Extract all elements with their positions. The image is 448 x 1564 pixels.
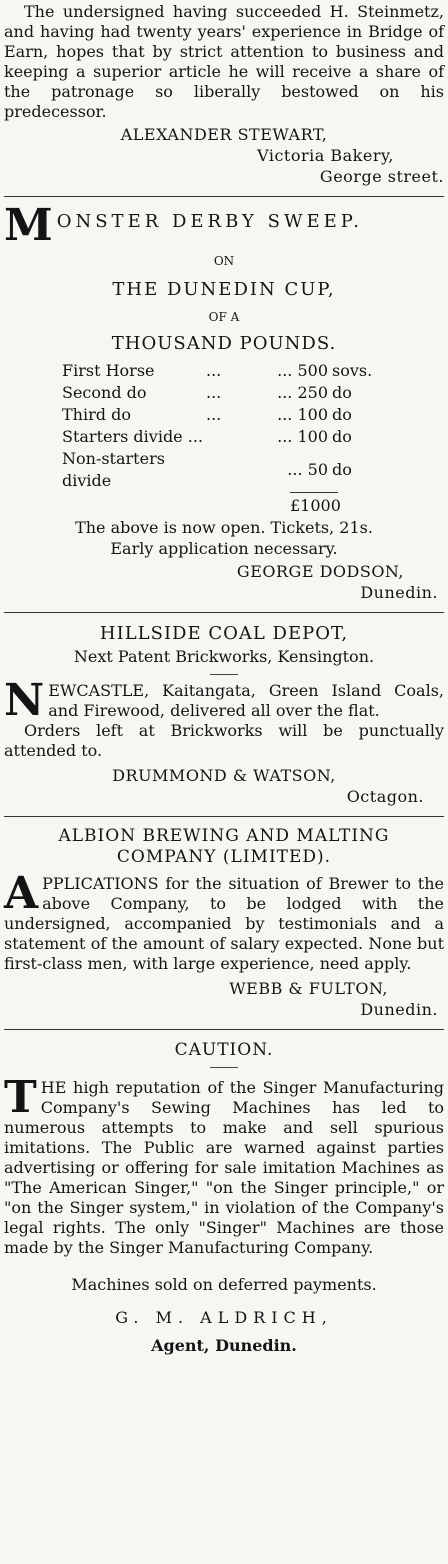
prize-dots: ... (206, 383, 222, 402)
albion-place: Dunedin. (360, 1000, 438, 1019)
sweep-title: ONSTER DERBY SWEEP. (56, 211, 363, 232)
short-divider (210, 1067, 238, 1068)
divider (4, 196, 444, 197)
prize-unit: do (332, 383, 352, 402)
caution-title: CAUTION. (174, 1040, 274, 1060)
prize-name: Second do (62, 383, 147, 402)
prize-dots: ... (206, 361, 222, 380)
caution-place: Agent, Dunedin. (151, 1336, 297, 1355)
divider (4, 612, 444, 613)
prize-dots (206, 448, 266, 492)
albion-text: PPLICATIONS for the situation of Brewer to the above Company, to be lodged with the undersigned, accompanied by testimonials and a statement of the amount of salary expected. None but first-class men, with large experience, need apply. (4, 874, 444, 973)
prize-table (62, 360, 372, 492)
coal-title: HILLSIDE COAL DEPOT, (99, 623, 349, 644)
prize-name: Non-starters divide (62, 449, 165, 490)
prize-row (62, 360, 372, 382)
caution-text: HE high reputation of the Singer Manufacturing Company's Sewing Machines has led to numerous attempts to make and sell spurious imitations. The Public are warned against parties advertising or offering for sale imitation Machines as "The American Singer," "on the Singer principle," or "on the Singer system," in violation of the Company's legal rights. The only "Singer" Machines are those made by the Singer Manufacturing Company. (4, 1078, 444, 1257)
prize-row (62, 448, 372, 492)
sweep-dropcap: M (4, 200, 53, 251)
short-divider (210, 674, 238, 675)
prize-row (62, 426, 372, 448)
prize-unit: do (332, 405, 352, 424)
caution-payments: Machines sold on deferred payments. (71, 1275, 377, 1294)
stewart-street: George street. (319, 167, 444, 186)
prize-unit: do (332, 427, 352, 446)
divider (4, 816, 444, 817)
albion-brewing-ad (4, 826, 444, 1020)
singer-caution-ad (4, 1039, 444, 1357)
albion-name: WEBB & FULTON, (229, 979, 388, 998)
coal-orders: Orders left at Brickworks will be punctually attended to. (4, 721, 444, 760)
divider (4, 1029, 444, 1030)
albion-dropcap: A (4, 868, 39, 919)
sweep-note-early: Early application necessary. (110, 539, 338, 558)
albion-title-2: COMPANY (LIMITED). (116, 847, 332, 867)
sweep-note-open: The above is now open. Tickets, 21s. (75, 518, 373, 537)
caution-dropcap: T (4, 1072, 37, 1123)
prize-name: Starters divide ... (62, 427, 203, 446)
prize-row (62, 382, 372, 404)
prize-dots: ... (206, 405, 222, 424)
prize-amount: ... 500 (277, 361, 328, 380)
prize-unit: sovs. (332, 361, 373, 380)
sweep-of-a: OF A (208, 310, 240, 324)
coal-place: Octagon. (346, 787, 424, 806)
coal-subtitle: Next Patent Brickworks, Kensington. (73, 647, 375, 666)
albion-title-1: ALBION BREWING AND MALTING (58, 826, 390, 846)
prize-total: £1000 (290, 492, 338, 517)
prize-name: Third do (62, 405, 131, 424)
prize-name: First Horse (62, 361, 155, 380)
prize-amount: ... 250 (277, 383, 328, 402)
derby-sweep-ad (4, 200, 444, 603)
sweep-on: ON (213, 254, 235, 268)
coal-dropcap: N (4, 675, 45, 726)
prize-row (62, 404, 372, 426)
prize-amount: ... 50 (287, 460, 328, 479)
coal-name: DRUMMOND & WATSON, (112, 766, 336, 785)
stewart-notice-text: The undersigned having succeeded H. Steinmetz, and having had twenty years' experience in Bridge of Earn, hopes that by strict attention to business and keeping a superior article he will receive a share of the patronage so liberally bestowed on his predecessor. (4, 2, 444, 121)
sweep-amount: THOUSAND POUNDS. (111, 333, 337, 354)
sweep-cup: THE DUNEDIN CUP, (112, 279, 336, 300)
sweep-place: Dunedin. (360, 583, 438, 602)
prize-amount: ... 100 (277, 427, 328, 446)
stewart-business: Victoria Bakery, (257, 146, 394, 165)
prize-unit: do (332, 460, 352, 479)
prize-amount: ... 100 (277, 405, 328, 424)
stewart-name: ALEXANDER STEWART, (120, 125, 328, 144)
coal-text: EWCASTLE, Kaitangata, Green Island Coals, and Firewood, delivered all over the flat. (48, 681, 444, 720)
coal-depot-ad (4, 622, 444, 807)
prize-dots (206, 426, 266, 448)
sweep-name: GEORGE DODSON, (236, 562, 404, 581)
stewart-bakery-notice (4, 0, 444, 187)
caution-name: G. M. ALDRICH, (115, 1308, 333, 1327)
